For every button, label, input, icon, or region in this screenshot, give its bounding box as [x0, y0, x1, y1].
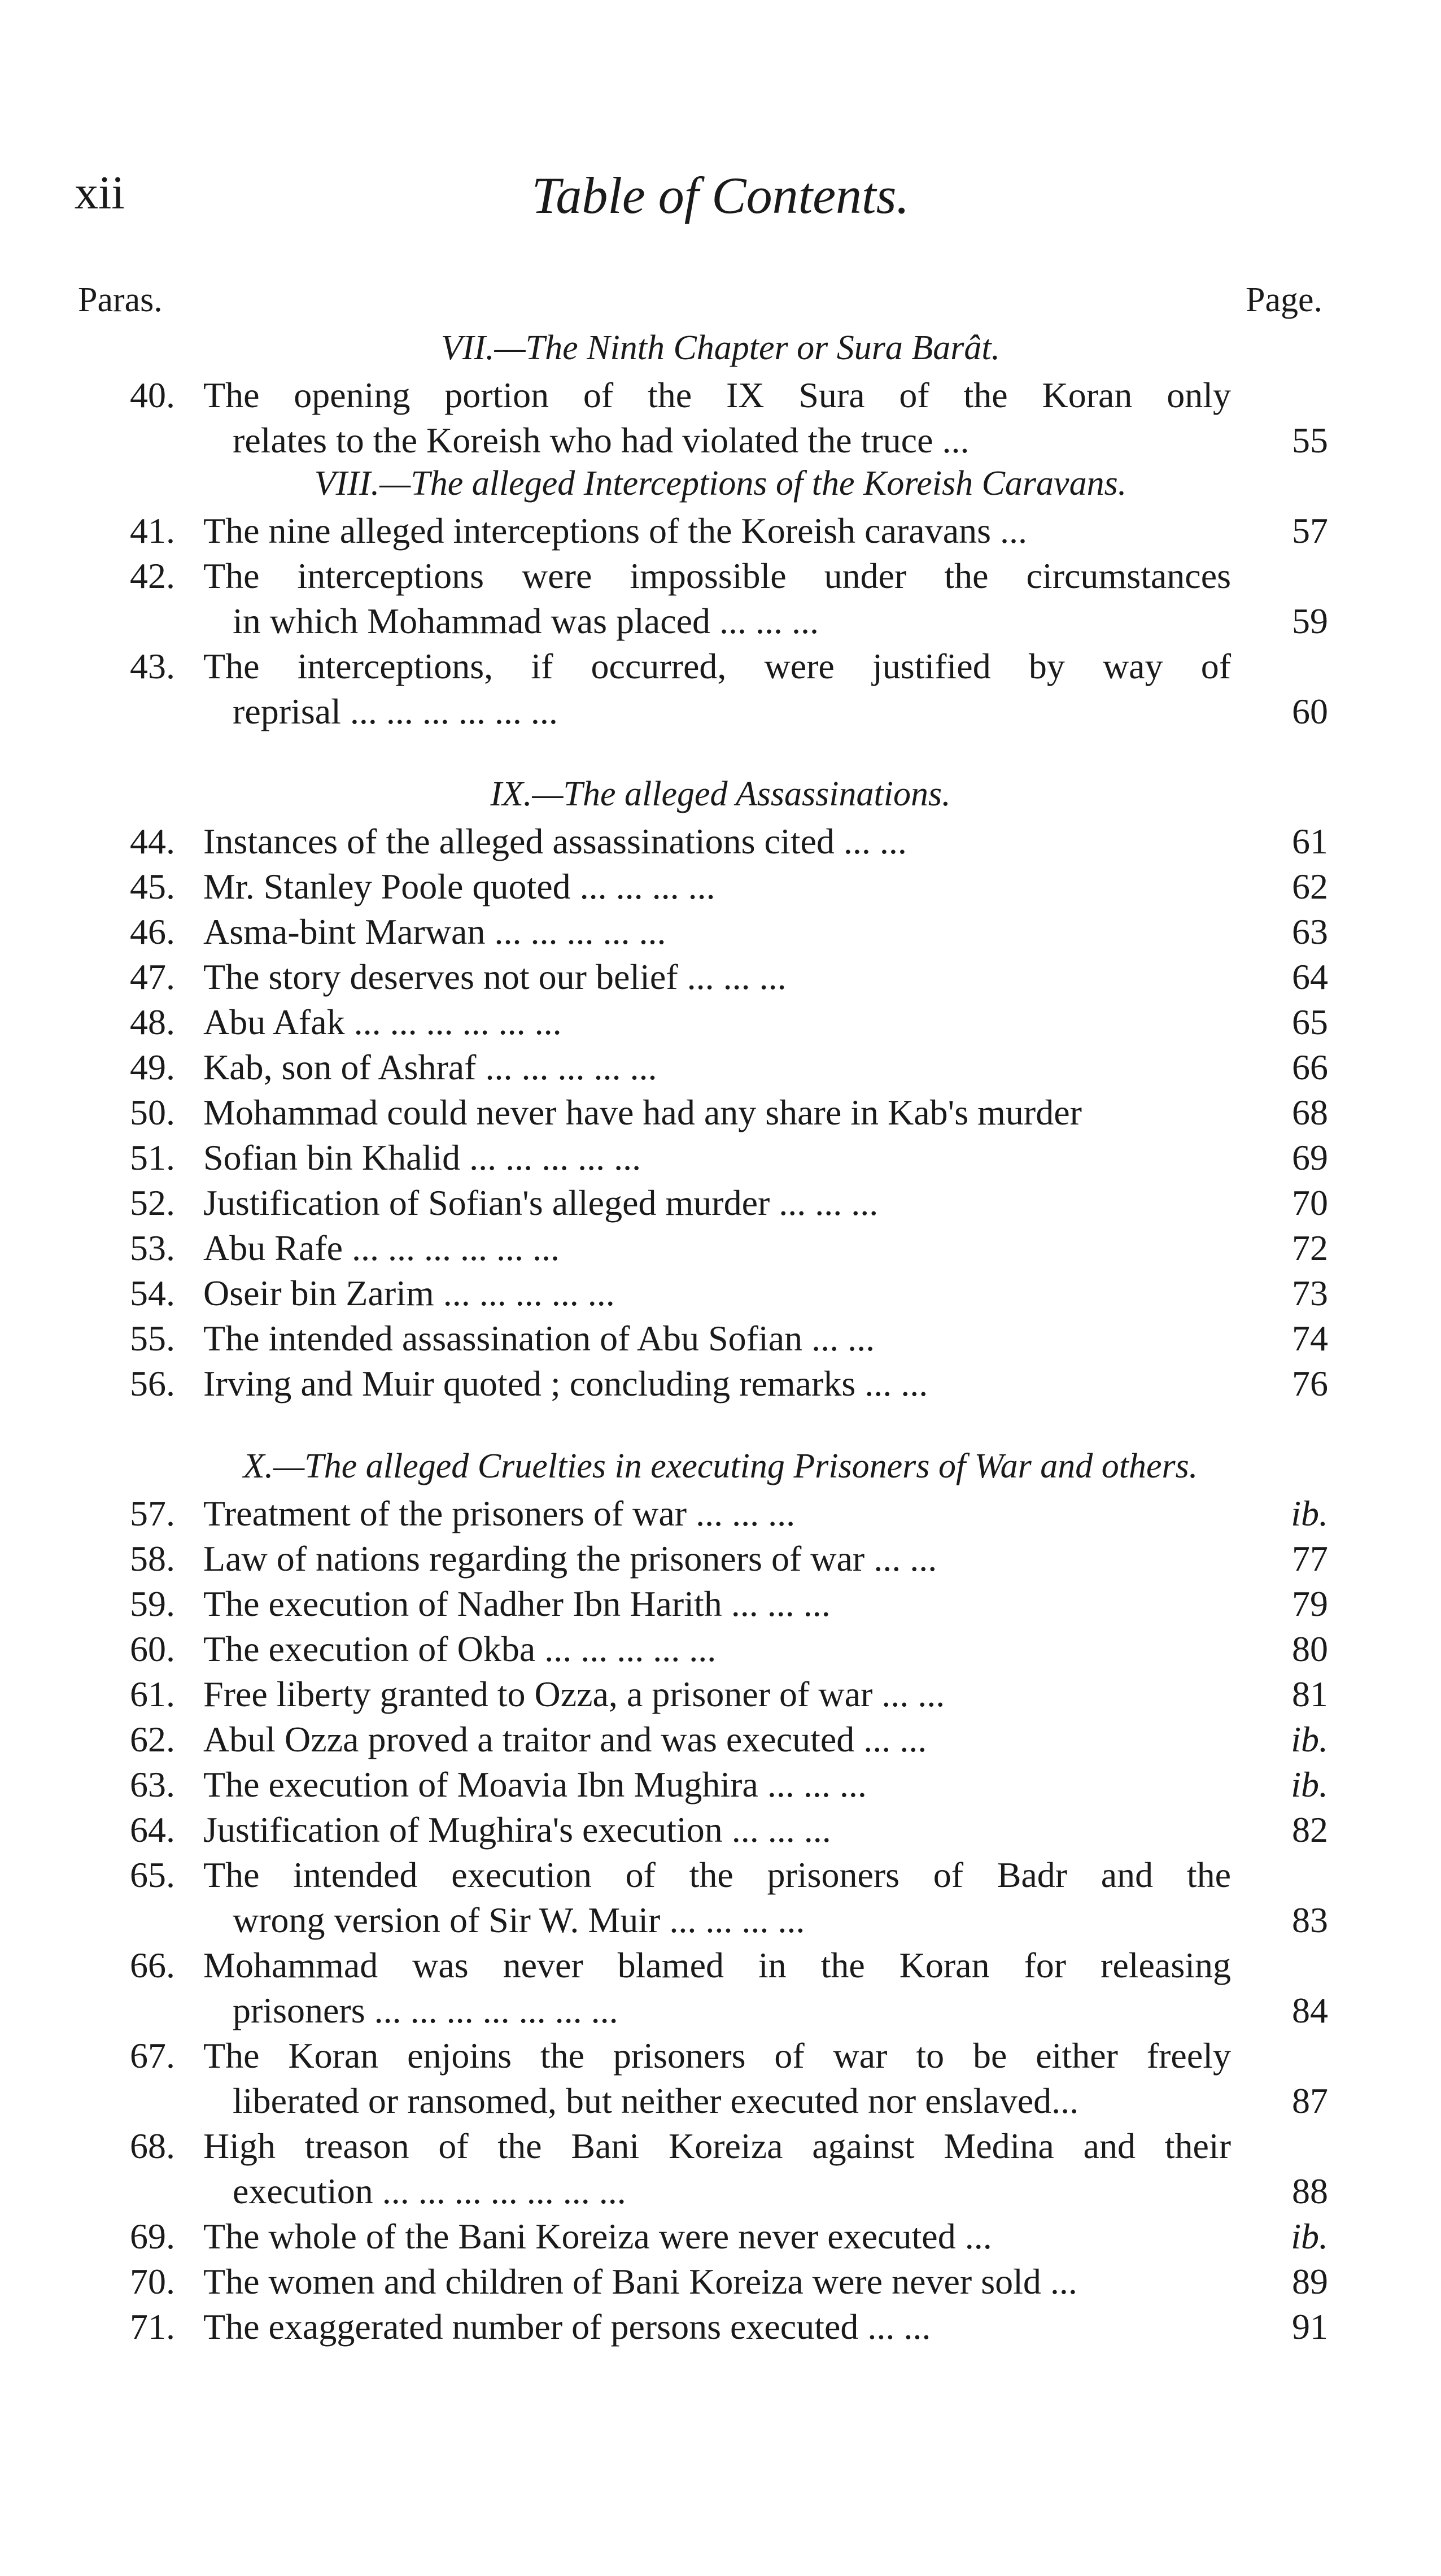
- toc-entry: [0, 1316, 1441, 1361]
- page-reference: 74: [1292, 1318, 1328, 1358]
- entry-text-line: Abul Ozza proved a traitor and was executed ... ...: [203, 1719, 927, 1759]
- entry-text-line: Abu Rafe ... ... ... ... ... ...: [203, 1228, 560, 1268]
- paragraph-number: 61.: [130, 1674, 175, 1714]
- entry-text-line: Oseir bin Zarim ... ... ... ... ...: [203, 1273, 615, 1313]
- entry-text-line: Law of nations regarding the prisoners of war ... ...: [203, 1538, 937, 1579]
- page-reference: 59: [1292, 601, 1328, 641]
- paragraph-number: 64.: [130, 1810, 175, 1850]
- page-reference: 84: [1292, 1990, 1328, 2030]
- page-reference: 82: [1292, 1810, 1328, 1850]
- toc-entry: [0, 1581, 1441, 1627]
- paragraph-number: 58.: [130, 1538, 175, 1579]
- page-reference: 76: [1292, 1363, 1328, 1403]
- toc-entry: [0, 1536, 1441, 1581]
- paragraph-number: 57.: [130, 1493, 175, 1533]
- page-reference: 64: [1292, 957, 1328, 997]
- toc-entry: [0, 553, 1441, 644]
- entry-text-line: The execution of Moavia Ibn Mughira ... ... ...: [203, 1764, 867, 1804]
- toc-entry: [0, 1135, 1441, 1180]
- toc-entry: [0, 1000, 1441, 1045]
- paragraph-number: 63.: [130, 1764, 175, 1804]
- toc-entry: [0, 1762, 1441, 1807]
- page-reference: 55: [1292, 420, 1328, 460]
- page-title: Table of Contents.: [531, 167, 910, 224]
- paragraph-number: 45.: [130, 866, 175, 906]
- paragraph-number: 46.: [130, 912, 175, 952]
- toc-entry: [0, 1226, 1441, 1271]
- page-reference: 61: [1292, 821, 1328, 861]
- entry-text-line: The interceptions were impossible under the circumstances: [203, 556, 1231, 596]
- toc-entry: [0, 1672, 1441, 1717]
- column-heading-page: Page.: [1245, 281, 1322, 319]
- page-reference: 70: [1292, 1183, 1328, 1223]
- page-reference: 89: [1292, 2261, 1328, 2302]
- paragraph-number: 68.: [130, 2126, 175, 2166]
- page-reference: 65: [1292, 1002, 1328, 1042]
- toc-entry: [0, 508, 1441, 553]
- paragraph-number: 42.: [130, 556, 175, 596]
- entry-text-line: The intended assassination of Abu Sofian ... ...: [203, 1318, 875, 1358]
- page-reference: ib.: [1291, 1719, 1328, 1759]
- entry-text-line: Free liberty granted to Ozza, a prisoner of war ... ...: [203, 1674, 945, 1714]
- entry-text-line: Abu Afak ... ... ... ... ... ...: [203, 1002, 562, 1042]
- entry-text-line: The women and children of Bani Koreiza were never sold ...: [203, 2261, 1077, 2302]
- toc-entry: [0, 1045, 1441, 1090]
- paragraph-number: 56.: [130, 1363, 175, 1403]
- entry-text-line: execution ... ... ... ... ... ... ...: [233, 2171, 626, 2211]
- entry-text-line: Instances of the alleged assassinations cited ... ...: [203, 821, 907, 861]
- entry-text-line: prisoners ... ... ... ... ... ... ...: [233, 1990, 618, 2030]
- page-reference: 79: [1292, 1584, 1328, 1624]
- entry-text-line: The intended execution of the prisoners of Badr and the: [203, 1855, 1231, 1895]
- paragraph-number: 41.: [130, 511, 175, 551]
- entry-text-line: The Koran enjoins the prisoners of war to be either freely: [203, 2035, 1231, 2076]
- toc-entry: [0, 1491, 1441, 1536]
- paragraph-number: 55.: [130, 1318, 175, 1358]
- entry-text-line: Treatment of the prisoners of war ... ... ...: [203, 1493, 796, 1533]
- entry-text-line: wrong version of Sir W. Muir ... ... ... ...: [233, 1900, 805, 1940]
- page-reference: 68: [1292, 1092, 1328, 1132]
- entry-text-line: Mohammad was never blamed in the Koran for releasing: [203, 1945, 1231, 1985]
- toc-entry: [0, 1853, 1441, 1943]
- entry-text-line: Mohammad could never have had any share in Kab's murder: [203, 1092, 1082, 1132]
- paragraph-number: 47.: [130, 957, 175, 997]
- toc-entry: [0, 644, 1441, 734]
- entry-text-line: Irving and Muir quoted ; concluding remarks ... ...: [203, 1363, 928, 1403]
- entry-text-line: The execution of Okba ... ... ... ... ...: [203, 1629, 717, 1669]
- entry-text-line: Justification of Mughira's execution ... ... ...: [203, 1810, 831, 1850]
- page-reference: ib.: [1291, 1493, 1328, 1533]
- entry-text-line: Justification of Sofian's alleged murder ... ... ...: [203, 1183, 879, 1223]
- entry-text-line: The exaggerated number of persons executed ... ...: [203, 2307, 931, 2347]
- page-reference: 62: [1292, 866, 1328, 906]
- toc-entry: [0, 2214, 1441, 2259]
- page-reference: 63: [1292, 912, 1328, 952]
- entry-text-line: The interceptions, if occurred, were justified by way of: [203, 646, 1231, 686]
- toc-entry: [0, 954, 1441, 1000]
- entry-text-line: The nine alleged interceptions of the Koreish caravans ...: [203, 511, 1027, 551]
- paragraph-number: 50.: [130, 1092, 175, 1132]
- entry-text-line: in which Mohammad was placed ... ... ...: [233, 601, 819, 641]
- paragraph-number: 48.: [130, 1002, 175, 1042]
- paragraph-number: 66.: [130, 1945, 175, 1985]
- column-heading-paras: Paras.: [78, 281, 163, 319]
- page-reference: 83: [1292, 1900, 1328, 1940]
- toc-entry: [0, 1361, 1441, 1406]
- toc-entry: [0, 1717, 1441, 1762]
- toc-entry: [0, 1271, 1441, 1316]
- page-reference: 73: [1292, 1273, 1328, 1313]
- section-heading: VII.—The Ninth Chapter or Sura Barât.: [440, 329, 1001, 367]
- toc-entry: [0, 2033, 1441, 2124]
- toc-entry: [0, 1943, 1441, 2033]
- entry-text-line: The whole of the Bani Koreiza were never executed ...: [203, 2216, 992, 2256]
- page-reference: 88: [1292, 2171, 1328, 2211]
- entry-text-line: The story deserves not our belief ... ... ...: [203, 957, 787, 997]
- paragraph-number: 52.: [130, 1183, 175, 1223]
- toc-entry: [0, 819, 1441, 864]
- toc-entry: [0, 2304, 1441, 2350]
- section-heading: X.—The alleged Cruelties in executing Prisoners of War and others.: [243, 1447, 1198, 1485]
- entry-text-line: reprisal ... ... ... ... ... ...: [233, 691, 558, 731]
- toc-entry: [0, 1807, 1441, 1853]
- toc-entry: [0, 2259, 1441, 2304]
- paragraph-number: 65.: [130, 1855, 175, 1895]
- paragraph-number: 60.: [130, 1629, 175, 1669]
- page-reference: 81: [1292, 1674, 1328, 1714]
- paragraph-number: 53.: [130, 1228, 175, 1268]
- page-reference: 60: [1292, 691, 1328, 731]
- entry-text-line: liberated or ransomed, but neither executed nor enslaved...: [233, 2081, 1079, 2121]
- table-of-contents: [0, 328, 1441, 2350]
- paragraph-number: 62.: [130, 1719, 175, 1759]
- paragraph-number: 67.: [130, 2035, 175, 2076]
- toc-entry: [0, 2124, 1441, 2214]
- page-reference: 66: [1292, 1047, 1328, 1087]
- page-reference: 77: [1292, 1538, 1328, 1579]
- entry-text-line: relates to the Koreish who had violated the truce ...: [233, 420, 970, 460]
- paragraph-number: 44.: [130, 821, 175, 861]
- entry-text-line: Mr. Stanley Poole quoted ... ... ... ...: [203, 866, 715, 906]
- toc-entry: [0, 909, 1441, 954]
- toc-entry: [0, 373, 1441, 463]
- entry-text-line: The opening portion of the IX Sura of the Koran only: [203, 375, 1231, 415]
- entry-text-line: High treason of the Bani Koreiza against Medina and their: [203, 2126, 1231, 2166]
- page-reference: ib.: [1291, 1764, 1328, 1804]
- page-reference: 80: [1292, 1629, 1328, 1669]
- paragraph-number: 54.: [130, 1273, 175, 1313]
- paragraph-number: 49.: [130, 1047, 175, 1087]
- section-heading: VIII.—The alleged Interceptions of the Koreish Caravans.: [314, 464, 1127, 503]
- toc-entry: [0, 1180, 1441, 1226]
- page-reference: 72: [1292, 1228, 1328, 1268]
- page-reference: 69: [1292, 1137, 1328, 1178]
- paragraph-number: 51.: [130, 1137, 175, 1178]
- toc-entry: [0, 1627, 1441, 1672]
- paragraph-number: 59.: [130, 1584, 175, 1624]
- section-heading: IX.—The alleged Assassinations.: [490, 775, 951, 813]
- paragraph-number: 69.: [130, 2216, 175, 2256]
- entry-text-line: Sofian bin Khalid ... ... ... ... ...: [203, 1137, 641, 1178]
- entry-text-line: Kab, son of Ashraf ... ... ... ... ...: [203, 1047, 657, 1087]
- entry-text-line: The execution of Nadher Ibn Harith ... ... ...: [203, 1584, 831, 1624]
- paragraph-number: 43.: [130, 646, 175, 686]
- page-reference: 91: [1292, 2307, 1328, 2347]
- toc-entry: [0, 1090, 1441, 1135]
- page-reference: ib.: [1291, 2216, 1328, 2256]
- page-reference: 57: [1292, 511, 1328, 551]
- page-reference: 87: [1292, 2081, 1328, 2121]
- paragraph-number: 71.: [130, 2307, 175, 2347]
- paragraph-number: 40.: [130, 375, 175, 415]
- page-number: xii: [75, 167, 125, 219]
- toc-entry: [0, 864, 1441, 909]
- paragraph-number: 70.: [130, 2261, 175, 2302]
- entry-text-line: Asma-bint Marwan ... ... ... ... ...: [203, 912, 666, 952]
